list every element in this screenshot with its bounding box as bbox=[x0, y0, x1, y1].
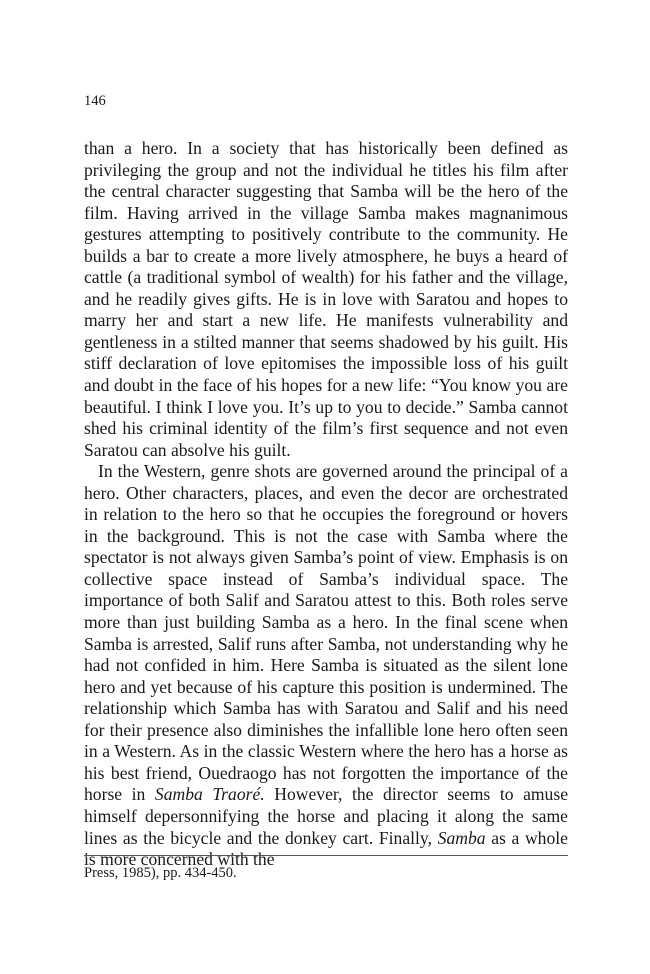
footnote: Press, 1985), pp. 434-450. bbox=[84, 865, 237, 881]
paragraph-2-part-c: as a whole is more concerned with the bbox=[84, 827, 568, 870]
page-number: 146 bbox=[84, 93, 106, 109]
paragraph-2-part-a: In the Western, genre shots are governed around the principal of a hero. Other characters, places, and even the decor are orchestrated in relation to the hero so that he occupies the foreground or hovers in the background. This is not the case with Samba where the spectator is not always given Samba’s point of view. Emphasis is on collective space instead of Samba’s individual space. The importance of both Salif and Saratou attest to this. Both roles serve more than just building Samba as a hero. In the final scene when Samba is arrested, Salif runs after Samba, not understanding why he had not confided in him. Here Samba is situated as the silent lone hero and yet because of his capture this position is undermined. The relationship which Samba has with Saratou and Salif and his need for their presence also diminishes the infallible lone hero often seen in a Western. As in the classic Western where the hero has a horse as his best friend, Ouedraogo has not forgotten the importance of the horse in bbox=[84, 461, 568, 805]
main-text bbox=[84, 138, 568, 871]
paragraph-2 bbox=[84, 461, 568, 870]
paragraph-1: than a hero. In a society that has historically been defined as privileging the group and not the individual he titles his film after the central character suggesting that Samba will be the hero of the film. Having arrived in the village Samba makes magnanimous gestures attempting to positively contribute to the community. He builds a bar to create a more lively atmosphere, he buys a heard of cattle (a traditional symbol of wealth) for his father and the village, and he readily gives gifts. He is in love with Saratou and hopes to marry her and start a new life. He manifests vulnerability and gentleness in a stilted manner that seems shadowed by his guilt. His stiff declaration of love epitomises the impossible loss of his guilt and doubt in the face of his hopes for a new life: “You know you are beautiful. I think I love you. It’s up to you to decide.” Samba cannot shed his criminal identity of the film’s first sequence and not even Saratou can absolve his guilt. bbox=[84, 138, 568, 460]
paragraph-2-part-b: However, the director seems to amuse himself depersonnifying the horse and placing it along the same lines as the bicycle and the donkey cart. Finally, bbox=[84, 784, 569, 848]
film-title-samba-traore: Samba Traoré. bbox=[154, 784, 265, 805]
footnote-divider bbox=[84, 855, 568, 856]
film-title-samba: Samba bbox=[437, 827, 486, 848]
